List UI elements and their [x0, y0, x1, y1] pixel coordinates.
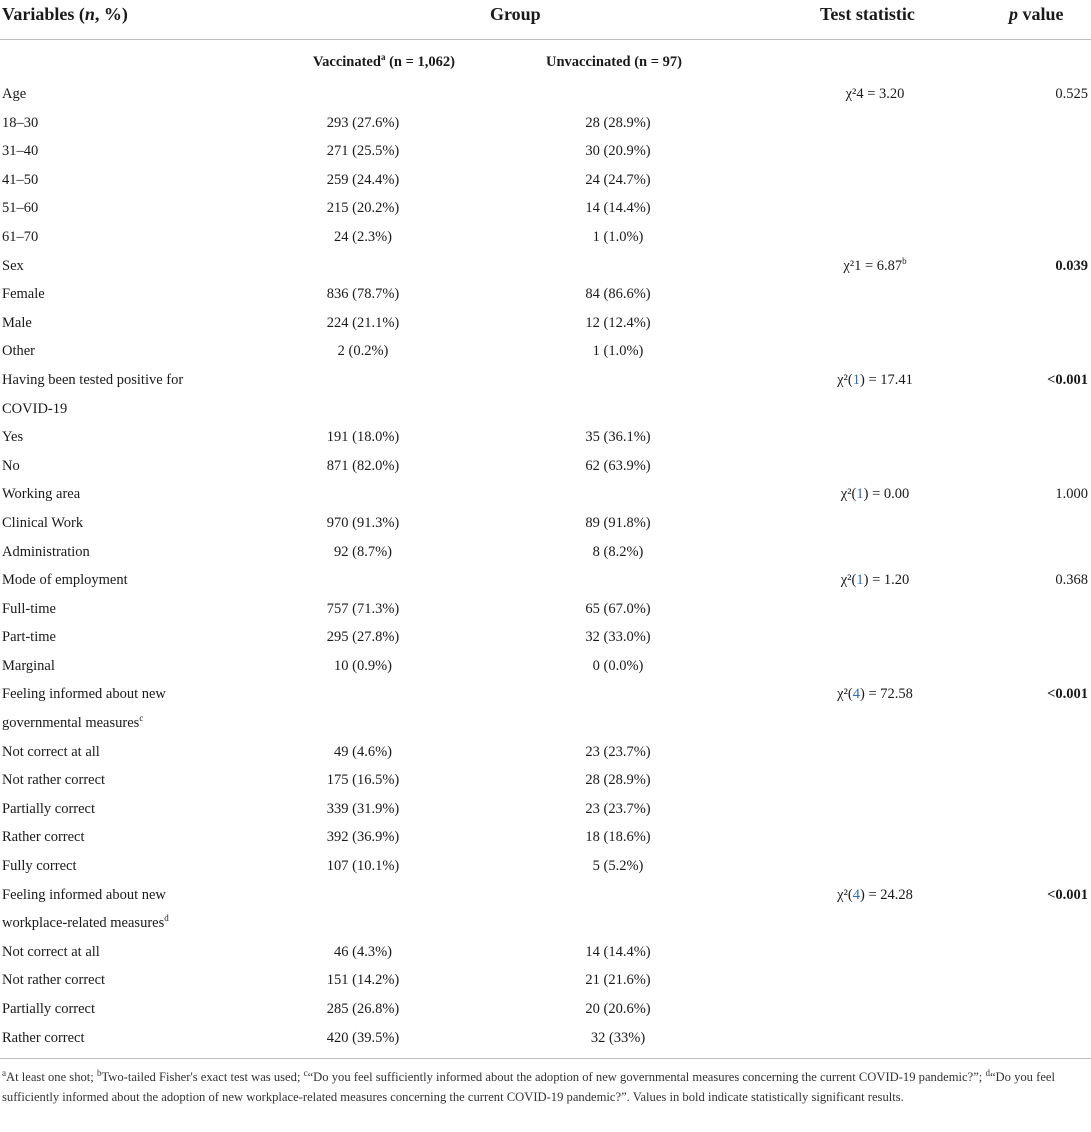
row-label [2, 137, 38, 166]
p-value-cell: 1.000 [1055, 486, 1088, 503]
test-statistic-post: ) = 72.58 [859, 686, 913, 703]
row-label [2, 309, 32, 338]
row-label [2, 709, 143, 738]
unvaccinated-cell: 32 (33%) [590, 1029, 646, 1046]
test-statistic-cell [775, 566, 975, 595]
table-row [0, 538, 1091, 567]
row-label-text: Not correct at all [2, 743, 100, 760]
header-group: Group [490, 3, 541, 24]
row-label-text: Clinical Work [2, 514, 84, 531]
p-value-cell: 0.368 [1055, 572, 1088, 589]
unvaccinated-cell: 30 (20.9%) [585, 143, 651, 160]
unvaccinated-cell: 35 (36.1%) [585, 429, 651, 446]
row-label [2, 452, 20, 481]
table-row [0, 194, 1091, 223]
test-statistic-df: 1 [852, 371, 860, 388]
test-statistic-post: ) = 17.41 [859, 371, 913, 388]
row-label [2, 909, 169, 938]
table-row [0, 509, 1091, 538]
table-row [0, 652, 1091, 681]
row-label [2, 109, 38, 138]
test-statistic-text: χ²4 = 3.20 [845, 86, 905, 102]
test-statistic-post: ) = 24.28 [859, 886, 913, 903]
unvaccinated-cell: 24 (24.7%) [585, 171, 651, 188]
header-p: p [1009, 3, 1018, 24]
vaccinated-cell: 392 (36.9%) [326, 829, 400, 846]
p-value-cell: 0.525 [1055, 86, 1088, 102]
table-row [0, 280, 1091, 309]
table-row [0, 852, 1091, 881]
test-statistic-sup: b [902, 255, 907, 266]
row-label [2, 280, 45, 309]
p-value-cell: <0.001 [1047, 686, 1088, 703]
vaccinated-cell: 215 (20.2%) [326, 200, 400, 217]
row-label [2, 966, 105, 995]
row-label-text: 41–50 [2, 171, 39, 188]
unvaccinated-cell: 1 (1.0%) [592, 228, 644, 245]
unvaccinated-cell: 8 (8.2%) [592, 543, 644, 560]
header-variables-text: Variables ( [2, 3, 85, 24]
row-label-text: 51–60 [2, 200, 39, 217]
vaccinated-cell: 295 (27.8%) [326, 629, 400, 646]
footnote-sup-b: b [96, 1067, 102, 1078]
row-label-text: workplace-related measures [2, 915, 165, 932]
row-label-sup: d [164, 913, 169, 924]
row-label [2, 766, 105, 795]
row-label-sup: c [139, 713, 144, 724]
table-row [0, 137, 1091, 166]
row-label [2, 480, 80, 509]
row-label-text: Part-time [2, 629, 56, 646]
footer-rule [0, 1058, 1091, 1059]
row-label-text: Not correct at all [2, 943, 100, 960]
table-row [0, 881, 1091, 910]
row-label-text: No [2, 457, 20, 474]
row-label-text: Age [2, 86, 27, 102]
row-label [2, 595, 56, 624]
unvaccinated-cell: 28 (28.9%) [585, 772, 651, 789]
row-label-text: Female [2, 286, 45, 303]
subheader-vaccinated-sup: a [380, 52, 386, 63]
vaccinated-cell: 836 (78.7%) [326, 286, 400, 303]
test-statistic-cell [775, 80, 975, 109]
row-label-text: Partially correct [2, 1001, 95, 1017]
test-statistic-pre: χ²( [837, 886, 853, 903]
row-label-text: Rather correct [2, 1029, 85, 1046]
table-row [0, 595, 1091, 624]
row-label [2, 795, 95, 824]
test-statistic-cell [775, 366, 975, 395]
header-p-value [1009, 0, 1064, 28]
table-row [0, 623, 1091, 652]
footnote-text-b: Two-tailed Fisher's exact test was used; [101, 1070, 304, 1084]
table-row [0, 166, 1091, 195]
header-variables [2, 0, 128, 28]
row-label-text: Mode of employment [2, 572, 128, 589]
vaccinated-cell: 757 (71.3%) [326, 600, 400, 617]
row-label [2, 823, 85, 852]
test-statistic-df: 4 [852, 686, 860, 703]
row-label-text: 61–70 [2, 228, 39, 245]
vaccinated-cell: 191 (18.0%) [326, 429, 400, 446]
row-label-text: COVID-19 [2, 400, 68, 417]
row-label [2, 366, 183, 395]
row-label-text: Having been tested positive for [2, 371, 184, 388]
unvaccinated-cell: 5 (5.2%) [592, 858, 644, 875]
unvaccinated-cell: 23 (23.7%) [585, 743, 651, 760]
row-label-text: Not rather correct [2, 772, 106, 789]
table-row [0, 366, 1091, 395]
table-body [0, 80, 1091, 1052]
test-statistic-df: 1 [856, 486, 864, 503]
row-label [2, 337, 35, 366]
footnote-text-c: “Do you feel sufficiently informed about the adoption of new governmental measures concerning the current COVID-19 pandemic?”; [307, 1070, 986, 1084]
table-row [0, 766, 1091, 795]
vaccinated-cell: 285 (26.8%) [326, 1001, 400, 1017]
vaccinated-cell: 2 (0.2%) [337, 343, 389, 360]
subheader-vaccinated-n: (n = 1,062) [385, 54, 455, 70]
row-label-text: Administration [2, 543, 90, 560]
table-row [0, 1024, 1091, 1053]
row-label [2, 566, 128, 595]
row-label-text: Partially correct [2, 800, 95, 817]
test-statistic-cell [775, 480, 975, 509]
vaccinated-cell: 151 (14.2%) [326, 972, 400, 989]
test-statistic-pre: χ²( [837, 371, 853, 388]
table-row [0, 80, 1091, 109]
table-row [0, 995, 1091, 1024]
table-row [0, 680, 1091, 709]
row-label [2, 852, 77, 881]
footnote-text-d: “Do you feel sufficiently informed about the adoption of new workplace-related measures concerning the current COVID-19 pandemic?”. Values in bold indicate statistically significant results. [2, 1070, 1055, 1104]
row-label [2, 995, 95, 1024]
table-row [0, 909, 1091, 938]
row-label [2, 80, 26, 109]
unvaccinated-cell: 23 (23.7%) [585, 800, 651, 817]
row-label-text: Feeling informed about new [2, 886, 166, 903]
header-rule [0, 39, 1091, 40]
row-label-text: Feeling informed about new [2, 686, 166, 703]
p-value-cell: <0.001 [1047, 371, 1088, 388]
row-label [2, 652, 55, 681]
vaccinated-cell: 175 (16.5%) [326, 772, 400, 789]
unvaccinated-cell: 20 (20.6%) [585, 1001, 651, 1017]
unvaccinated-cell: 32 (33.0%) [585, 629, 651, 646]
table-row [0, 823, 1091, 852]
vaccinated-cell: 24 (2.3%) [334, 228, 392, 245]
header-variables-pct: , %) [94, 3, 128, 24]
vaccinated-cell: 420 (39.5%) [326, 1029, 400, 1046]
unvaccinated-cell: 14 (14.4%) [585, 943, 651, 960]
table-row [0, 309, 1091, 338]
unvaccinated-cell: 18 (18.6%) [585, 829, 651, 846]
row-label-text: Male [2, 314, 32, 331]
footnote-sup-d: d [985, 1067, 990, 1078]
footnote-text-a: At least one shot; [6, 1070, 97, 1084]
table-row [0, 738, 1091, 767]
row-label [2, 738, 100, 767]
unvaccinated-cell: 28 (28.9%) [585, 114, 651, 131]
table-row [0, 795, 1091, 824]
vaccinated-cell: 92 (8.7%) [334, 543, 392, 560]
row-label-text: Working area [2, 486, 81, 503]
row-label [2, 509, 83, 538]
test-statistic-post: ) = 1.20 [863, 572, 910, 589]
row-label-text: Yes [2, 429, 24, 446]
vaccinated-cell: 224 (21.1%) [326, 314, 400, 331]
row-label [2, 680, 166, 709]
unvaccinated-cell: 62 (63.9%) [585, 457, 651, 474]
table-row [0, 252, 1091, 281]
table-row [0, 223, 1091, 252]
row-label-text: Fully correct [2, 858, 77, 875]
header-variables-n: n [84, 3, 95, 24]
unvaccinated-cell: 84 (86.6%) [585, 286, 651, 303]
row-label [2, 423, 23, 452]
test-statistic-df: 4 [852, 886, 860, 903]
footnote-sup-a: a [2, 1067, 6, 1078]
test-statistic-pre: χ²( [840, 486, 857, 503]
row-label [2, 623, 56, 652]
subheader-vaccinated-label: Vaccinated [313, 54, 381, 70]
row-label-text: Other [2, 343, 36, 360]
subheader-vaccinated [313, 54, 455, 71]
table-row [0, 423, 1091, 452]
row-label [2, 223, 38, 252]
unvaccinated-cell: 0 (0.0%) [592, 657, 644, 674]
vaccinated-cell: 871 (82.0%) [326, 457, 400, 474]
vaccinated-cell: 293 (27.6%) [326, 114, 400, 131]
test-statistic-pre: χ²( [840, 572, 857, 589]
table-row [0, 709, 1091, 738]
table-row [0, 109, 1091, 138]
row-label [2, 194, 38, 223]
table-row [0, 480, 1091, 509]
vaccinated-cell: 259 (24.4%) [326, 171, 400, 188]
table-row [0, 395, 1091, 424]
row-label-text: Full-time [2, 600, 56, 617]
test-statistic-cell [775, 680, 975, 709]
row-label [2, 395, 67, 424]
unvaccinated-cell: 14 (14.4%) [585, 200, 651, 217]
unvaccinated-cell: 1 (1.0%) [592, 343, 644, 360]
row-label-text: 31–40 [2, 143, 39, 160]
row-label-text: Not rather correct [2, 972, 106, 989]
row-label [2, 166, 38, 195]
header-value: value [1018, 3, 1064, 24]
table-row [0, 566, 1091, 595]
subheader-unvaccinated: Unvaccinated (n = 97) [546, 54, 682, 70]
header-test-statistic: Test statistic [820, 3, 915, 24]
vaccinated-cell: 339 (31.9%) [326, 800, 400, 817]
row-label [2, 538, 90, 567]
test-statistic-cell [775, 252, 975, 281]
unvaccinated-cell: 12 (12.4%) [585, 314, 651, 331]
row-label [2, 252, 24, 281]
unvaccinated-cell: 65 (67.0%) [585, 600, 651, 617]
row-label [2, 938, 100, 967]
unvaccinated-cell: 89 (91.8%) [585, 514, 651, 531]
row-label-text: governmental measures [2, 715, 140, 732]
table-row [0, 337, 1091, 366]
test-statistic-df: 1 [856, 572, 864, 589]
table-row [0, 966, 1091, 995]
vaccinated-cell: 49 (4.6%) [334, 743, 392, 760]
test-statistic-text: χ²1 = 6.87 [843, 257, 903, 274]
table-row [0, 938, 1091, 967]
row-label-text: Marginal [2, 657, 55, 674]
vaccinated-cell: 271 (25.5%) [326, 143, 400, 160]
test-statistic-cell [775, 881, 975, 910]
row-label [2, 881, 166, 910]
footnote [2, 1067, 1088, 1107]
vaccinated-cell: 107 (10.1%) [326, 858, 400, 875]
unvaccinated-cell: 21 (21.6%) [585, 972, 651, 989]
p-value-cell: <0.001 [1047, 886, 1088, 903]
row-label-text: Sex [2, 257, 24, 274]
test-statistic-post: ) = 0.00 [863, 486, 910, 503]
row-label-text: Rather correct [2, 829, 85, 846]
vaccinated-cell: 970 (91.3%) [326, 514, 400, 531]
row-label-text: 18–30 [2, 114, 39, 131]
table-row [0, 452, 1091, 481]
footnote-sup-c: c [303, 1067, 308, 1078]
vaccinated-cell: 10 (0.9%) [334, 657, 392, 674]
vaccinated-cell: 46 (4.3%) [334, 943, 392, 960]
p-value-cell: 0.039 [1055, 257, 1088, 274]
test-statistic-pre: χ²( [837, 686, 853, 703]
row-label [2, 1024, 85, 1053]
